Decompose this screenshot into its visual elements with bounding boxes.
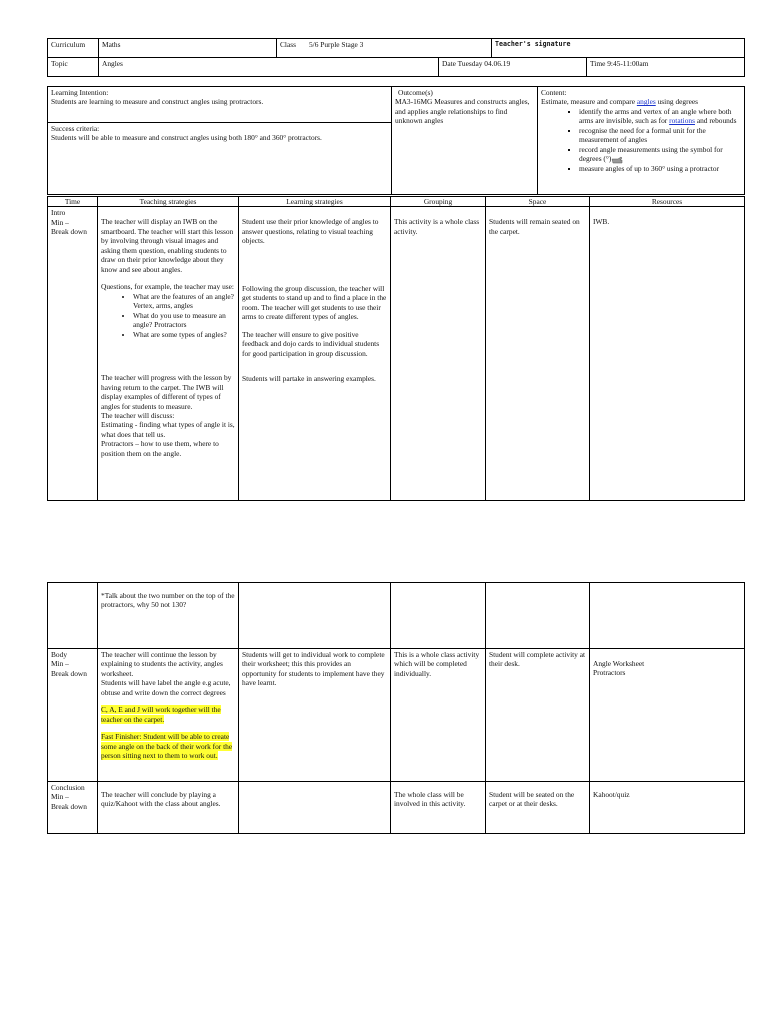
success-criteria-text: Students will be able to measure and construct angles using both 180° and 360° protractors.	[51, 133, 322, 143]
time-cell: Time 9:45-11:00am	[587, 58, 745, 77]
question-item: • What are the features of an angle? Vertex, arms, angles	[133, 292, 235, 311]
body-teach-p1: The teacher will continue the lesson by explaining to students the activity, angles worksheet.	[101, 650, 223, 678]
intro-grouping-text: This activity is a whole class activity.	[394, 217, 480, 236]
date-cell: Date Tuesday 04.06.19	[439, 58, 587, 77]
class-value: 5/6 Purple Stage 3	[308, 40, 364, 49]
conclusion-space-cell	[486, 782, 590, 834]
talk-cell	[98, 583, 239, 649]
conclusion-space-text: Student will be seated on the carpet or at their desks.	[489, 790, 575, 809]
question-item: • What are some types of angles?	[133, 330, 235, 339]
info-table	[47, 86, 745, 195]
body-grouping-cell	[391, 649, 486, 782]
conclusion-grouping-text: The whole class will be involved in this activity.	[394, 790, 466, 809]
intro-resources-cell	[590, 207, 745, 501]
class-cell	[277, 39, 492, 58]
topic-label: Topic	[48, 58, 99, 77]
intro-teach-p4: The teacher will discuss:	[101, 410, 175, 420]
content-bullet	[579, 107, 741, 126]
intro-learn-p2: Following the group discussion, the teacher will get students to stand up and to find a place in the room. The teacher will get students to use their arms to create different types of angles.	[242, 283, 387, 322]
intro-question-list	[101, 292, 235, 339]
talk-text: *Talk about the two number on the top of the protractors, why 50 not 130?	[101, 591, 235, 610]
highlight-text: C, A, E and J will work together will the teacher on the carpet.	[101, 705, 221, 724]
conclusion-teaching-cell	[98, 782, 239, 834]
content-cell	[538, 87, 745, 195]
topic-value: Angles	[99, 58, 439, 77]
content-list	[541, 107, 741, 173]
body-learning-cell	[239, 649, 391, 782]
teacher-signature: Teacher's signature	[492, 39, 745, 58]
conclusion-resources-cell	[590, 782, 745, 834]
col-grouping: Grouping	[391, 197, 486, 207]
intro-learn-p3: The teacher will ensure to give positive feedback and dojo cards to individual students for good participation in group discussion.	[242, 329, 380, 358]
col-learning: Learning strategies	[239, 197, 391, 207]
learning-intention-cell	[48, 87, 392, 123]
body-time-cell	[48, 649, 98, 782]
outcomes-cell	[392, 87, 538, 195]
conclusion-time-label: Conclusion	[51, 783, 85, 792]
conclusion-time-cell	[48, 782, 98, 834]
intro-breakdown-label: Break down	[51, 227, 87, 237]
intro-teaching-cell	[98, 207, 239, 501]
content-label: Content:	[541, 88, 567, 97]
intro-time-label: Intro	[51, 208, 66, 218]
question-item: • What do you use to measure an angle? Protractors	[133, 311, 235, 330]
pointing-hand-icon	[611, 156, 623, 164]
intro-resources-text: IWB.	[593, 217, 610, 227]
body-teach-p2: Students will have label the angle e.g acute, obtuse and write down the correct degrees	[101, 678, 231, 697]
col-resources: Resources	[590, 197, 745, 207]
body-space-cell	[486, 649, 590, 782]
intro-teach-p3: The teacher will progress with the lesson by having return to the carpet. The IWB will display examples of different of types of angles for students to measure.	[101, 373, 232, 411]
empty-cell	[48, 583, 98, 649]
body-teaching-cell	[98, 649, 239, 782]
lesson-table-continued	[47, 582, 745, 834]
intro-time-cell	[48, 207, 98, 501]
empty-cell	[239, 583, 391, 649]
angles-link[interactable]: angles	[636, 97, 656, 107]
intro-grouping-cell	[391, 207, 486, 501]
curriculum-value: Maths	[99, 39, 277, 58]
content-bullet: ▪ measure angles of up to 360° using a protractor	[579, 164, 741, 173]
content-pre: Estimate, measure and compare	[541, 97, 637, 107]
body-resources-worksheet: Angle Worksheet	[593, 659, 645, 668]
learning-intention-label: Learning Intention:	[51, 88, 109, 97]
conclusion-breakdown-label: Break down	[51, 801, 87, 811]
body-resources-cell	[590, 649, 745, 782]
highlight-text: Fast Finisher: Student will be able to create some angle on the back of their work for the person sitting next to them to work out.	[101, 732, 233, 761]
body-space-text: Student will complete activity at their desk.	[489, 650, 586, 669]
body-learn-text: Students will get to individual work to complete their worksheet; this this provides an opportunity for students to implement have they have learnt.	[242, 650, 385, 688]
intro-space-cell	[486, 207, 590, 501]
bullet1-post: and rebounds	[694, 116, 737, 126]
body-grouping-text: This is a whole class activity which will be completed individually.	[394, 650, 480, 678]
rotations-link[interactable]: rotations	[669, 116, 695, 126]
col-space: Space	[486, 197, 590, 207]
body-teach-hl1	[101, 705, 235, 724]
empty-cell	[590, 583, 745, 649]
conclusion-grouping-cell	[391, 782, 486, 834]
intro-teach-p2: Questions, for example, the teacher may use:	[101, 282, 234, 292]
bullet3-text: record angle measurements using the symbol for degrees (°)	[579, 144, 723, 164]
learning-intention-text: Students are learning to measure and construct angles using protractors.	[51, 97, 264, 107]
success-criteria-cell	[48, 123, 392, 195]
class-label: Class	[280, 40, 297, 49]
intro-space-text: Students will remain seated on the carpet.	[489, 217, 580, 236]
intro-learn-p4: Students will partake in answering examples.	[242, 374, 376, 384]
conclusion-teach-text: The teacher will conclude by playing a quiz/Kahoot with the class about angles.	[101, 790, 221, 809]
col-time: Time	[48, 197, 98, 207]
col-teaching: Teaching strategies	[98, 197, 239, 207]
intro-teach-p6: Protractors – how to use them, where to position them on the angle.	[101, 439, 219, 458]
header-table	[47, 38, 745, 77]
body-time-label: Body	[51, 650, 68, 659]
bullet1-pre: identify the arms and vertex of an angle where both arms are invisible, such as for	[579, 106, 732, 126]
outcomes-label: Outcome(s)	[398, 88, 433, 97]
intro-teach-p1: The teacher will display an IWB on the smartboard. The teacher will start this lesson by involving through visual images and asking them question, enabling students to draw on their prior knowledge about they know and see about angles.	[101, 217, 234, 274]
body-min-label: Min –	[51, 659, 69, 669]
empty-cell	[391, 583, 486, 649]
body-teach-hl2	[101, 732, 235, 760]
content-post: using degrees	[655, 97, 699, 107]
intro-teach-p5: Estimating - finding what types of angle it is, what does that tell us.	[101, 420, 235, 439]
lesson-table	[47, 196, 745, 501]
intro-learn-p1: Student use their prior knowledge of angles to answer questions, relating to visual teaching objects.	[242, 217, 379, 246]
body-resources-protractors: Protractors	[593, 668, 626, 678]
content-text	[541, 97, 741, 106]
intro-learning-cell	[239, 207, 391, 501]
conclusion-min-label: Min –	[51, 792, 69, 802]
empty-cell	[239, 782, 391, 834]
content-bullet	[579, 145, 741, 164]
outcomes-text: MA3-16MG Measures and constructs angles, and applies angle relationships to find unknown angles	[395, 97, 530, 126]
intro-min-label: Min –	[51, 217, 69, 227]
success-criteria-label: Success criteria:	[51, 124, 100, 133]
curriculum-label: Curriculum	[48, 39, 99, 58]
content-bullet: ▪ recognise the need for a formal unit for the measurement of angles	[579, 126, 741, 145]
body-breakdown-label: Break down	[51, 668, 87, 678]
empty-cell	[486, 583, 590, 649]
conclusion-resources-text: Kahoot/quiz	[593, 790, 630, 799]
